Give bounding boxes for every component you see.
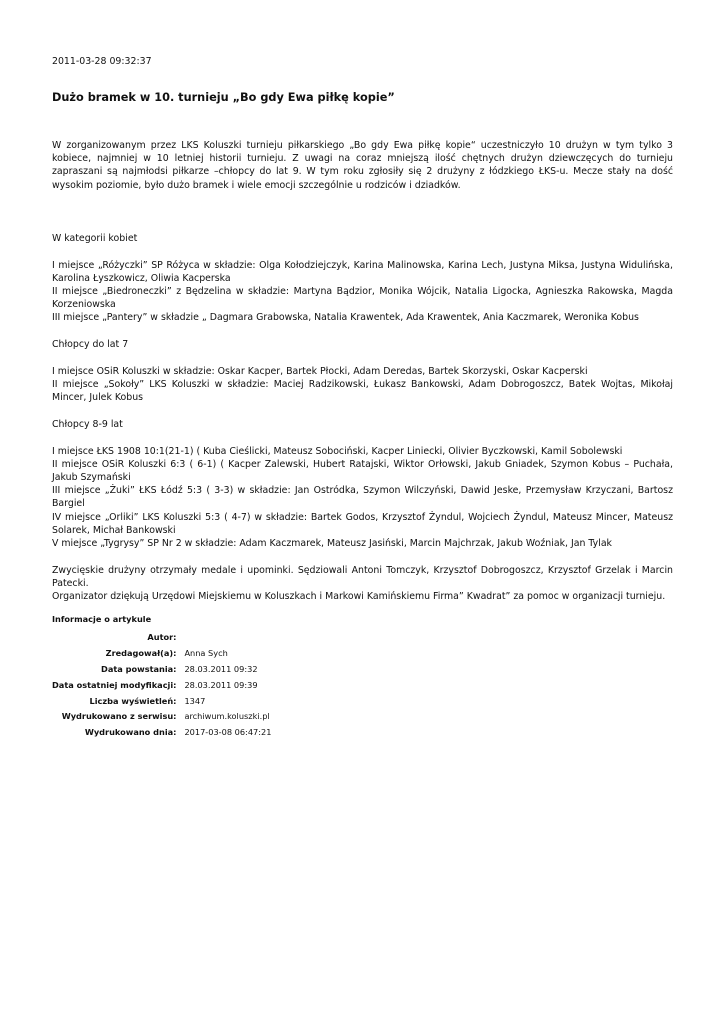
info-value bbox=[184, 632, 271, 648]
result-line: II miejsce „Biedroneczki” z Będzelina w składzie: Martyna Bądzior, Monika Wójcik, Natalia Ligocka, Agnieszka Rakowska, Magda Korzeniowska bbox=[52, 285, 673, 311]
info-label: Data ostatniej modyfikacji: bbox=[52, 679, 177, 690]
publish-timestamp: 2011-03-28 09:32:37 bbox=[52, 56, 152, 67]
closing-paragraph: Zwycięskie drużyny otrzymały medale i upominki. Sędziowali Antoni Tomczyk, Krzysztof Dobrogoszcz, Krzysztof Grzelak i Marcin Patecki. bbox=[52, 564, 673, 589]
info-row-modified bbox=[52, 680, 271, 696]
info-label: Zredagował(a): bbox=[105, 647, 177, 658]
info-label: Liczba wyświetleń: bbox=[89, 695, 177, 706]
result-line: I miejsce ŁKS 1908 10:1(21-1) ( Kuba Cieślicki, Mateusz Sobociński, Kacper Liniecki, Olivier Byczkowski, Kamil Sobolewski bbox=[52, 445, 623, 457]
article-info-table bbox=[52, 632, 271, 743]
result-line: II miejsce OSiR Koluszki 6:3 ( 6-1) ( Kacper Zalewski, Hubert Ratajski, Wiktor Orłowski, Jakub Gniadek, Szymon Kobus – Puchała, Jakub Szymański bbox=[52, 458, 673, 483]
info-label: Wydrukowano z serwisu: bbox=[61, 711, 177, 722]
article-info-heading: Informacje o artykule bbox=[52, 614, 152, 624]
info-label: Autor: bbox=[147, 632, 177, 642]
result-line: V miejsce „Tygrysy” SP Nr 2 w składzie: Adam Kaczmarek, Mateusz Jasiński, Marcin Majchrzak, Jakub Woźniak, Jan Tylak bbox=[52, 537, 612, 549]
section-heading-boys-under-7: Chłopcy do lat 7 bbox=[52, 339, 129, 351]
info-value: Anna Sych bbox=[184, 647, 228, 658]
info-value: 28.03.2011 09:32 bbox=[184, 663, 258, 674]
result-line: III miejsce „Pantery” w składzie „ Dagmara Grabowska, Natalia Krawentek, Ada Krawentek, Ania Kaczmarek, Weronika Kobus bbox=[52, 312, 639, 324]
info-row-views bbox=[52, 696, 271, 712]
info-row-editor bbox=[52, 648, 271, 664]
info-label: Wydrukowano dnia: bbox=[84, 727, 177, 738]
info-row-printed-on bbox=[52, 727, 271, 743]
info-value: archiwum.koluszki.pl bbox=[184, 711, 270, 722]
result-line: I miejsce OSiR Koluszki w składzie: Oskar Kacper, Bartek Płocki, Adam Deredas, Bartek Skorzyski, Oskar Kacperski bbox=[52, 365, 588, 377]
info-value: 1347 bbox=[184, 695, 206, 706]
article-info bbox=[52, 614, 352, 743]
result-line: I miejsce „Różyczki” SP Różyca w składzie: Olga Kołodziejczyk, Karina Malinowska, Karina Lech, Justyna Miksa, Justyna Widulińska, Karolina Łyszkowicz, Oliwia Kacperska bbox=[52, 259, 673, 284]
info-row-created bbox=[52, 664, 271, 680]
info-value: 2017-03-08 06:47:21 bbox=[184, 727, 272, 738]
section-heading-women: W kategorii kobiet bbox=[52, 232, 138, 244]
article-title: Dużo bramek w 10. turnieju „Bo gdy Ewa piłkę kopie” bbox=[52, 91, 395, 104]
result-line: IV miejsce „Orliki” LKS Koluszki 5:3 ( 4-7) w składzie: Bartek Godos, Krzysztof Żyndul, Wojciech Żyndul, Mateusz Mincer, Mateusz Solarek, Michał Bankowski bbox=[52, 511, 673, 536]
result-line: III miejsce „Żuki” ŁKS Łódź 5:3 ( 3-3) w składzie: Jan Ostródka, Szymon Wilczyński, Dawid Jeske, Przemysław Krzyczani, Bartosz Bargiel bbox=[52, 485, 673, 510]
intro-paragraph: W zorganizowanym przez LKS Koluszki turnieju piłkarskiego „Bo gdy Ewa piłkę kopie“ uczestniczyło 10 drużyn w tym tylko 3 kobiece, najmniej w 10 letniej historii turnieju. Z uwagi na coraz mniejszą ilość chętnych drużyn dziewczęcych do turnieju zapraszani są najmłodsi piłkarze –chłopcy do lat 9. W tym roku zgłosiły się 2 drużyny z łódzkiego ŁKS-u. Mecze stały na dość wysokim poziomie, było dużo bramek i wiele emocji szczególnie u rodziców i dziadków. bbox=[52, 140, 673, 191]
closing-paragraph: Organizator dziękują Urzędowi Miejskiemu w Koluszkach i Markowi Kamińskiemu Firma” Kwadrat” za pomoc w organizacji turnieju. bbox=[52, 591, 666, 603]
result-line: II miejsce „Sokoły” LKS Koluszki w składzie: Maciej Radzikowski, Łukasz Bankowski, Adam Dobrogoszcz, Batek Wojtas, Mikołaj Mincer, Julek Kobus bbox=[52, 378, 673, 404]
info-label: Data powstania: bbox=[101, 663, 177, 674]
info-row-author bbox=[52, 632, 271, 648]
info-row-printed-from bbox=[52, 711, 271, 727]
info-value: 28.03.2011 09:39 bbox=[184, 679, 258, 690]
article-body bbox=[52, 139, 673, 603]
section-heading-boys-8-9: Chłopcy 8-9 lat bbox=[52, 418, 123, 430]
